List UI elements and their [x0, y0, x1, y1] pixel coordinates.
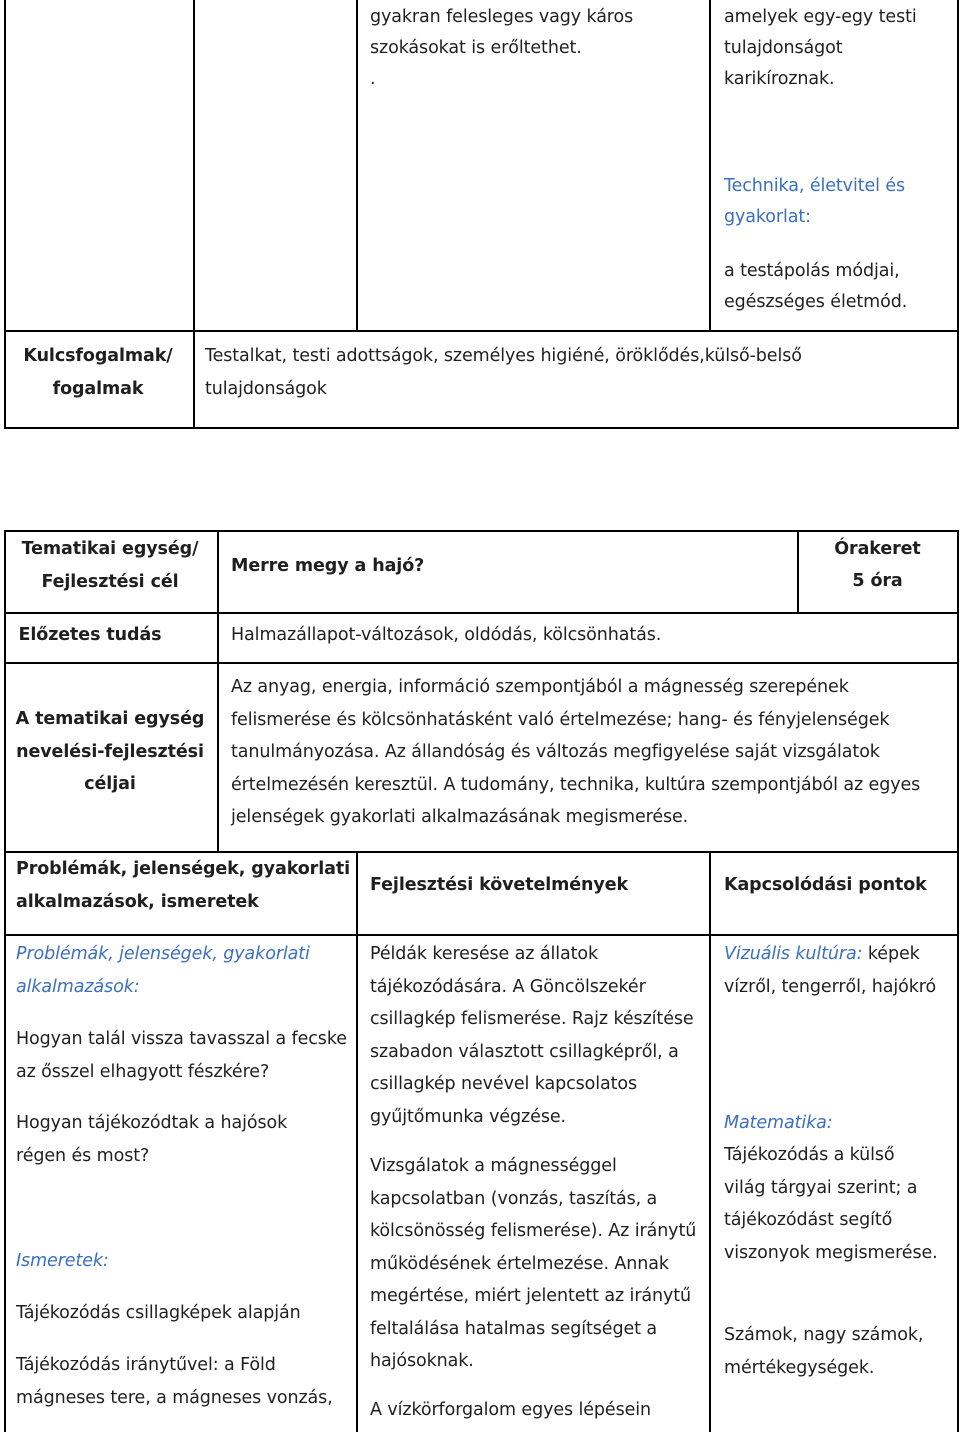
col3-numbers-text: Számok, nagy számok, mértékegységek.: [724, 1325, 924, 1378]
key-concepts-text: Testalkat, testi adottságok, személyes higiéné, öröklődés,külső-belső tulajdonságok: [205, 346, 802, 399]
col2-header: Fejlesztési követelmények: [370, 875, 629, 895]
col1-header: Problémák, jelenségek, gyakorlati alkalmazások, ismeretek: [16, 859, 350, 912]
table2-rule-left: [4, 530, 6, 1432]
table2-rule-col3: [709, 851, 711, 1432]
col1-heading-knowledge: Ismeretek:: [16, 1251, 109, 1271]
table1-rule-col3: [709, 0, 711, 331]
col2-paragraph-magnet: Vizsgálatok a mágnességgel kapcsolatban (vonzás, taszítás, a kölcsönösség felismerése). Az iránytű működésének értelmezése. Annak megértése, miért jelentett az iránytű feltalálása hatalmas segítséget a hajósoknak.: [370, 1156, 697, 1371]
goals-text: Az anyag, energia, információ szempontjából a mágnesség szerepének felismerése és kölcsönhatásként való értelmezése; hang- és fényjelenségek tanulmányozása. Az állandóság és változás megfigyelése saját vizsgálatok értelmezésén keresztül. A tudomány, technika, kultúra szempontjából az egyes jelenségek gyakorlati alkalmazásának megismerése.: [231, 677, 921, 827]
table1-rule-bottom: [4, 427, 958, 429]
goals-label: A tematikai egység nevelési-fejlesztési céljai: [15, 709, 205, 794]
table1-rule-col2: [356, 0, 358, 331]
top-col3-body: a testápolás módjai, egészséges életmód.: [724, 261, 908, 312]
col1-question-swallow: Hogyan talál vissza tavasszal a fecske az ősszel elhagyott fészkére?: [16, 1029, 347, 1082]
table2-rule-r2: [4, 662, 958, 664]
col1-knowledge-stars: Tájékozódás csillagképek alapján: [16, 1303, 301, 1323]
col3-visual-heading: Vizuális kultúra:: [724, 944, 863, 964]
hours-label: Órakeret: [834, 539, 921, 559]
unit-title: Merre megy a hajó?: [231, 556, 425, 576]
top-col2-line: szokásokat is erőltethet.: [370, 38, 582, 58]
top-col2-text: [370, 2, 700, 95]
top-col3-line: amelyek egy-egy testi: [724, 7, 917, 27]
table2-rule-r4: [4, 934, 958, 936]
table2-rule-top: [4, 530, 958, 532]
top-col3-line: karikíroznak.: [724, 69, 835, 89]
top-col3-heading: Technika, életvitel és gyakorlat:: [724, 176, 906, 227]
top-col2-dot: .: [370, 69, 376, 89]
col3-visual-culture: [724, 938, 939, 1003]
table1-rule-left: [4, 0, 6, 429]
table2-rule-hours: [797, 530, 799, 614]
table2-rule-col2: [356, 851, 358, 1432]
table2-rule-label: [217, 530, 219, 853]
hours-value: 5 óra: [852, 571, 903, 591]
col1-knowledge-compass: Tájékozódás iránytűvel: a Föld mágneses tere, a mágneses vonzás,: [16, 1355, 333, 1408]
prior-knowledge-label: Előzetes tudás: [18, 625, 162, 645]
table1-rule-right: [957, 0, 959, 429]
col1-question-sailors: Hogyan tájékozódtak a hajósok régen és most?: [16, 1113, 288, 1166]
unit-label: Tematikai egység/ Fejlesztési cél: [21, 539, 199, 592]
col3-visual-text: képek vízről, tengerről, hajókró: [724, 944, 937, 997]
table1-rule-mid: [4, 330, 958, 332]
col2-paragraph-stars: Példák keresése az állatok tájékozódására. A Göncölszekér csillagkép felismerése. Rajz készítése szabadon választott csillagképről, a csillagkép nevével kapcsolatos gyűjtőmunka végzése.: [370, 944, 694, 1127]
col3-math-text: Tájékozódás a külső világ tárgyai szerint; a tájékozódást segítő viszonyok megismerése.: [724, 1145, 938, 1263]
prior-knowledge-text: Halmazállapot-változások, oldódás, kölcsönhatás.: [231, 625, 662, 645]
col2-paragraph-water: A vízkörforgalom egyes lépésein: [370, 1400, 652, 1420]
key-concepts-label: Kulcsfogalmak/ fogalmak: [23, 346, 173, 399]
table2-rule-right: [957, 530, 959, 1432]
table1-rule-col1: [193, 0, 195, 429]
table2-rule-r1: [4, 612, 958, 614]
top-col2-line: gyakran felesleges vagy káros: [370, 7, 634, 27]
col1-heading-problems: Problémák, jelenségek, gyakorlati alkalmazások:: [16, 944, 310, 997]
top-col3-line: tulajdonságot: [724, 38, 843, 58]
top-col3-text: [724, 2, 954, 95]
col3-math-heading: Matematika:: [724, 1113, 833, 1133]
col3-header: Kapcsolódási pontok: [724, 875, 927, 895]
